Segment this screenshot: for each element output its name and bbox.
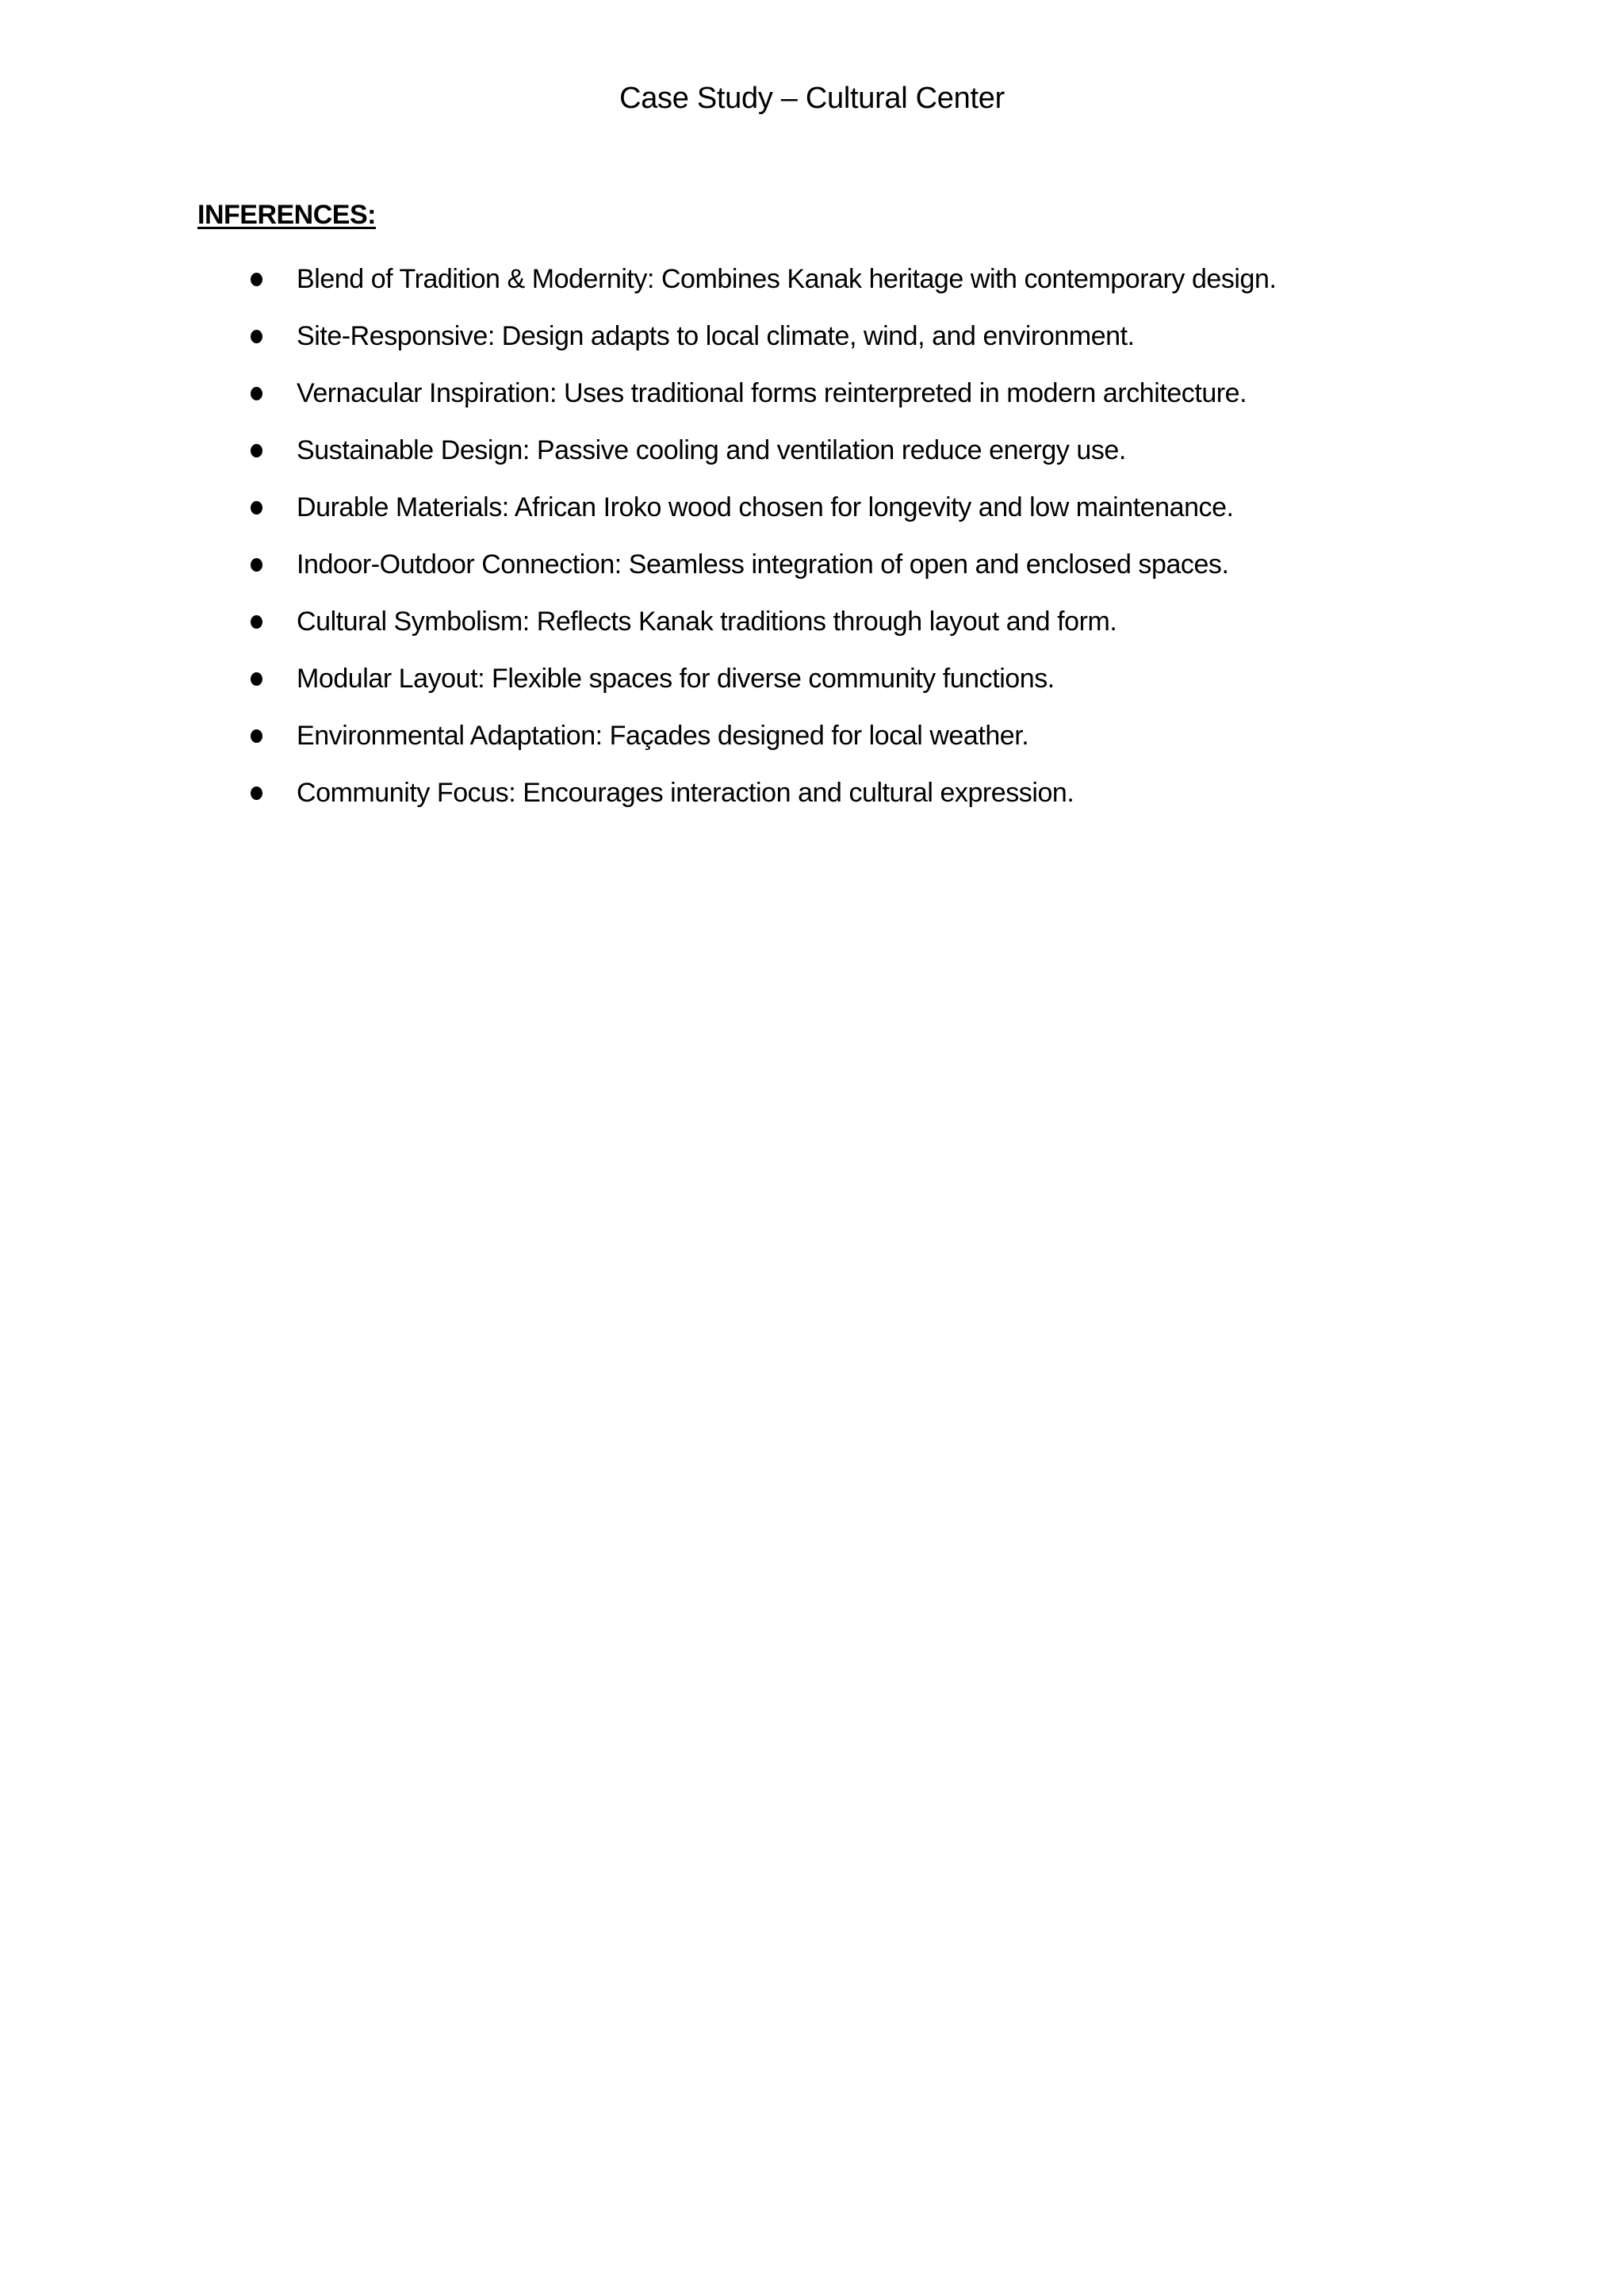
bullet-icon [251, 444, 262, 457]
list-item-text: Cultural Symbolism: Reflects Kanak traditions through layout and form. [297, 607, 1117, 637]
bullet-icon [251, 615, 262, 629]
list-item-text: Durable Materials: African Iroko wood chosen for longevity and low maintenance. [297, 492, 1234, 522]
list-item [0, 490, 1624, 547]
list-item [0, 547, 1624, 604]
bullet-icon [251, 672, 262, 686]
section-heading-inferences: INFERENCES: [197, 200, 376, 230]
list-item [0, 376, 1624, 433]
list-item-text: Sustainable Design: Passive cooling and ventilation reduce energy use. [297, 435, 1126, 465]
bullet-icon [251, 273, 262, 286]
list-item [0, 433, 1624, 490]
inferences-list [0, 262, 1624, 832]
list-item [0, 661, 1624, 718]
bullet-icon [251, 387, 262, 400]
list-item-text: Environmental Adaptation: Façades designed for local weather. [297, 721, 1029, 751]
page-header: Case Study – Cultural Center [619, 82, 1005, 115]
list-item [0, 604, 1624, 661]
list-item [0, 262, 1624, 319]
list-item [0, 718, 1624, 775]
list-item-text: Vernacular Inspiration: Uses traditional forms reinterpreted in modern architecture. [297, 378, 1247, 408]
list-item-text: Site-Responsive: Design adapts to local climate, wind, and environment. [297, 321, 1135, 351]
bullet-icon [251, 558, 262, 572]
list-item [0, 319, 1624, 376]
bullet-icon [251, 501, 262, 515]
list-item-text: Community Focus: Encourages interaction and cultural expression. [297, 778, 1074, 808]
list-item-text: Modular Layout: Flexible spaces for diverse community functions. [297, 664, 1055, 694]
bullet-icon [251, 729, 262, 743]
list-item-text: Blend of Tradition & Modernity: Combines Kanak heritage with contemporary design. [297, 264, 1277, 294]
list-item [0, 775, 1624, 832]
bullet-icon [251, 330, 262, 343]
list-item-text: Indoor-Outdoor Connection: Seamless integration of open and enclosed spaces. [297, 549, 1229, 580]
bullet-icon [251, 786, 262, 800]
